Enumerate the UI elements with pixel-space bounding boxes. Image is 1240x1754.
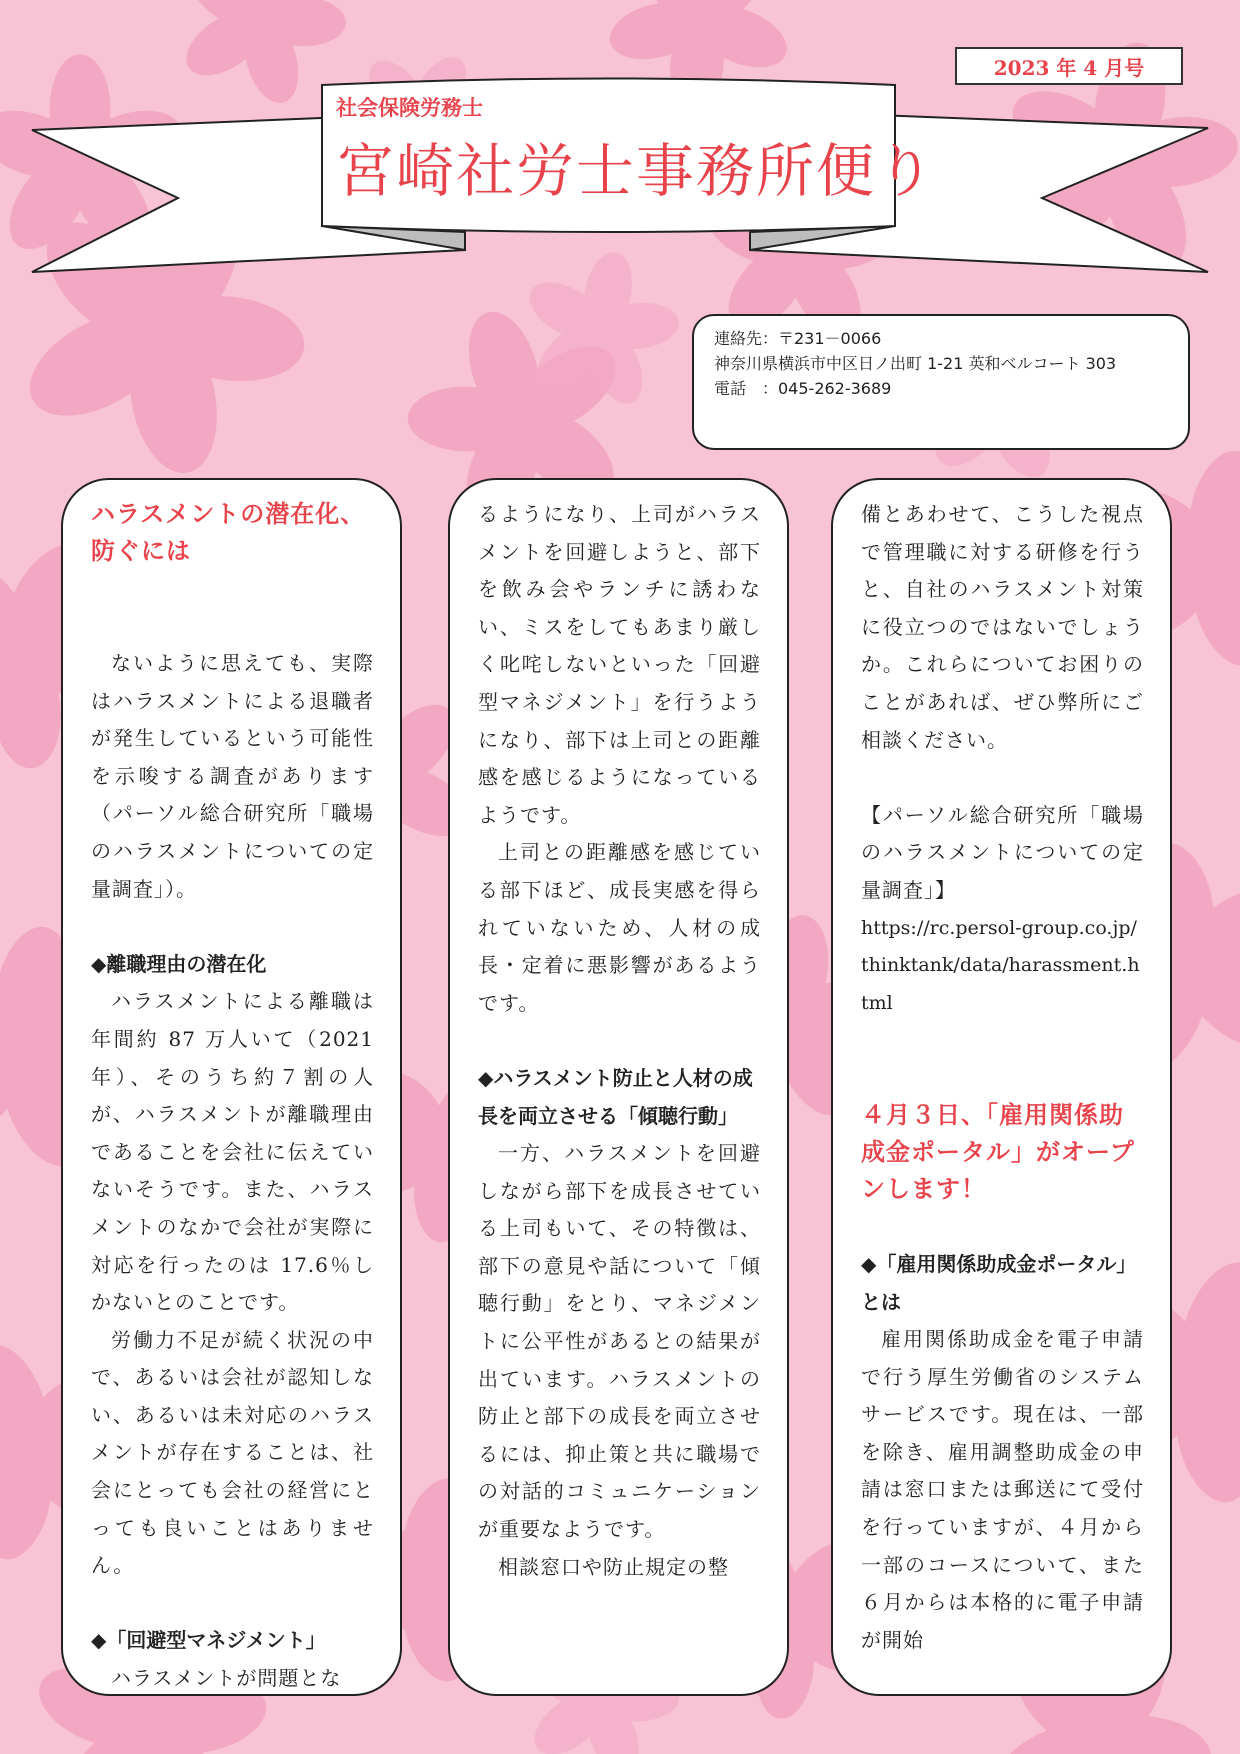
paragraph: ハラスメントが問題とな bbox=[111, 1666, 342, 1691]
article-column-1 bbox=[61, 478, 402, 1696]
paragraph: 上司との距離感を感じている部下ほど、成長実感を得られていないため、人材の成長・定着に悪影響があるようです。 bbox=[478, 840, 761, 1015]
subheading: ◆離職理由の潜在化 bbox=[91, 951, 267, 976]
issue-date: 2023 年 4 月号 bbox=[955, 47, 1183, 85]
paragraph: 一方、ハラスメントを回避しながら部下を成長させている上司もいて、その特徴は、部下の意見や話について「傾聴行動」をとり、マネジメントに公平性があるとの結果が出ています。ハラスメントの防止と部下の成長を両立させるには、抑止策と共に職場での対話的コミュニケーションが重要なようです。 bbox=[478, 1141, 761, 1542]
paragraph: 労働力不足が続く状況の中で、あるいは会社が認知しない、あるいは未対応のハラスメントが存在することは、社会にとっても会社の経営にとっても良いことはありません。 bbox=[91, 1327, 374, 1578]
paragraph: るようになり、上司がハラスメントを回避しようと、部下を飲み会やランチに誘わない、ミスをしてもあまり厳しく叱咤しないといった「回避型マネジメント」を行うようになり、部下は上司との距離感を感じるようになっているようです。 bbox=[478, 502, 761, 827]
paragraph: 雇用関係助成金を電子申請で行う厚生労働省のシステムサービスです。現在は、一部を除き、雇用調整助成金の申請は窓口または郵送にて受付を行っていますが、４月から一部のコースについて、また６月からは本格的に電子申請が開始 bbox=[861, 1327, 1144, 1652]
contact-box bbox=[692, 314, 1190, 450]
reference-citation: 【パーソル総合研究所「職場のハラスメントについての定量調査」】 bbox=[861, 802, 1144, 902]
reference-url[interactable]: https://rc.persol-group.co.jp/thinktank/data/harassment.html bbox=[861, 916, 1140, 1014]
subheading: ◆「回避型マネジメント」 bbox=[91, 1628, 326, 1653]
newsletter-subtitle: 社会保険労務士 bbox=[336, 96, 483, 120]
article-column-3 bbox=[831, 478, 1172, 1696]
contact-address: 神奈川県横浜市中区日ノ出町 1-21 英和ベルコート 303 bbox=[714, 354, 1117, 373]
contact-postal: 連絡先：〒231－0066 bbox=[714, 329, 882, 348]
paragraph: ないように思えても、実際はハラスメントによる退職者が発生しているという可能性を示唆する調査があります（パーソル総合研究所「職場のハラスメントについての定量調査」）。 bbox=[91, 651, 374, 901]
article-title-harassment: ハラスメントの潜在化、 防ぐには bbox=[91, 500, 366, 565]
paragraph: 備とあわせて、こうした視点で管理職に対する研修を行うと、自社のハラスメント対策に役立つのではないでしょうか。これらについてお困りのことがあれば、ぜひ弊所にご相談ください。 bbox=[861, 502, 1144, 752]
article-column-2 bbox=[448, 478, 789, 1696]
newsletter-title: 宮崎社労士事務所便り bbox=[336, 137, 937, 205]
subheading: ◆ハラスメント防止と人材の成長を両立させる「傾聴行動」 bbox=[478, 1065, 753, 1128]
article-title-portal: ４月３日、「雇用関係助成金ポータル」がオープンします！ bbox=[861, 1101, 1135, 1204]
subheading: ◆「雇用関係助成金ポータル」とは bbox=[861, 1251, 1137, 1314]
paragraph: 相談窓口や防止規定の整 bbox=[498, 1554, 729, 1579]
paragraph: ハラスメントによる離職は年間約 87 万人いて（2021 年）、そのうち約７割の人が、ハラスメントが離職理由であることを会社に伝えていないそうです。また、ハラスメントのなかで会社が実際に対応を行ったのは 17.6％しかないとのことです。 bbox=[91, 989, 374, 1315]
contact-phone: 電話 ：045-262-3689 bbox=[714, 379, 892, 398]
